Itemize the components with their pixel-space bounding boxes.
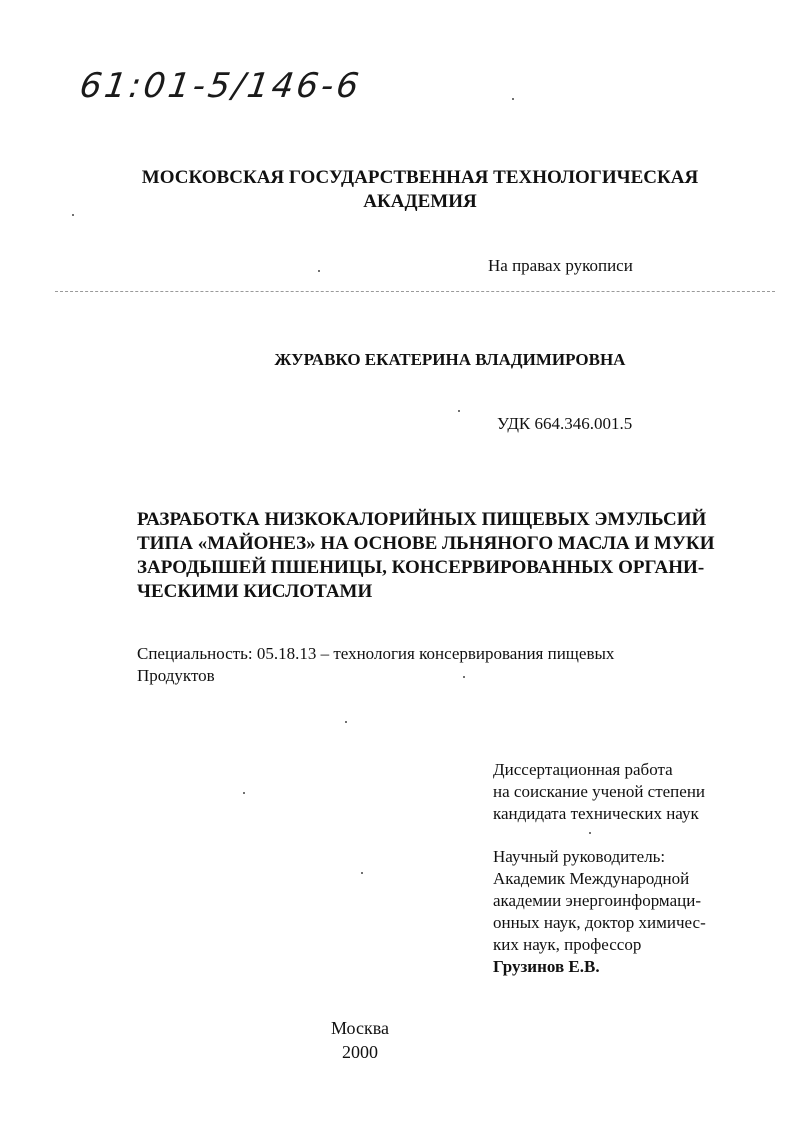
scan-speck	[345, 721, 347, 723]
handwritten-catalog-number: 61:01-5/146-6	[77, 66, 364, 106]
supervisor-line: академии энергоинформаци-	[493, 891, 701, 910]
thesis-title-line: РАЗРАБОТКА НИЗКОКАЛОРИЙНЫХ ПИЩЕВЫХ ЭМУЛЬСИЙ	[137, 509, 707, 530]
supervisor-info	[493, 846, 706, 978]
scan-speck	[361, 872, 363, 874]
city: Москва	[331, 1018, 389, 1038]
scan-speck	[243, 792, 245, 794]
specialty-line: Специальность: 05.18.13 – технология консервирования пищевых	[137, 644, 615, 663]
scan-speck	[458, 410, 460, 412]
supervisor-name: Грузинов Е.В.	[493, 957, 600, 976]
thesis-title-line: ЧЕСКИМИ КИСЛОТАМИ	[137, 581, 373, 602]
dissertation-line: кандидата технических наук	[493, 804, 699, 823]
scan-speck	[512, 98, 514, 100]
scan-speck	[463, 676, 465, 678]
thesis-title-line: ЗАРОДЫШЕЙ ПШЕНИЦЫ, КОНСЕРВИРОВАННЫХ ОРГАНИ-	[137, 557, 705, 578]
institution-name-line2: АКАДЕМИЯ	[363, 191, 477, 212]
thesis-title-line: ТИПА «МАЙОНЕЗ» НА ОСНОВЕ ЛЬНЯНОГО МАСЛА И МУКИ	[137, 533, 715, 554]
supervisor-line: Академик Международной	[493, 869, 690, 888]
city-year	[300, 1016, 420, 1064]
scan-speck	[589, 832, 591, 834]
manuscript-rights-note: На правах рукописи	[488, 256, 633, 275]
specialty	[137, 643, 614, 687]
year: 2000	[342, 1042, 378, 1062]
dissertation-info	[493, 759, 705, 825]
author-name: ЖУРАВКО ЕКАТЕРИНА ВЛАДИМИРОВНА	[274, 350, 626, 369]
supervisor-line: онных наук, доктор химичес-	[493, 913, 706, 932]
specialty-line: Продуктов	[137, 666, 215, 685]
supervisor-line: Научный руководитель:	[493, 847, 666, 866]
scan-speck	[72, 214, 74, 216]
dissertation-line: на соискание ученой степени	[493, 782, 706, 801]
institution-name-line1: МОСКОВСКАЯ ГОСУДАРСТВЕННАЯ ТЕХНОЛОГИЧЕСКАЯ	[141, 167, 699, 188]
scan-divider	[55, 291, 775, 292]
supervisor-line: ких наук, профессор	[493, 935, 642, 954]
dissertation-line: Диссертационная работа	[493, 760, 673, 779]
thesis-title	[137, 508, 727, 604]
udk-code: УДК 664.346.001.5	[497, 414, 633, 433]
scan-speck	[318, 270, 320, 272]
